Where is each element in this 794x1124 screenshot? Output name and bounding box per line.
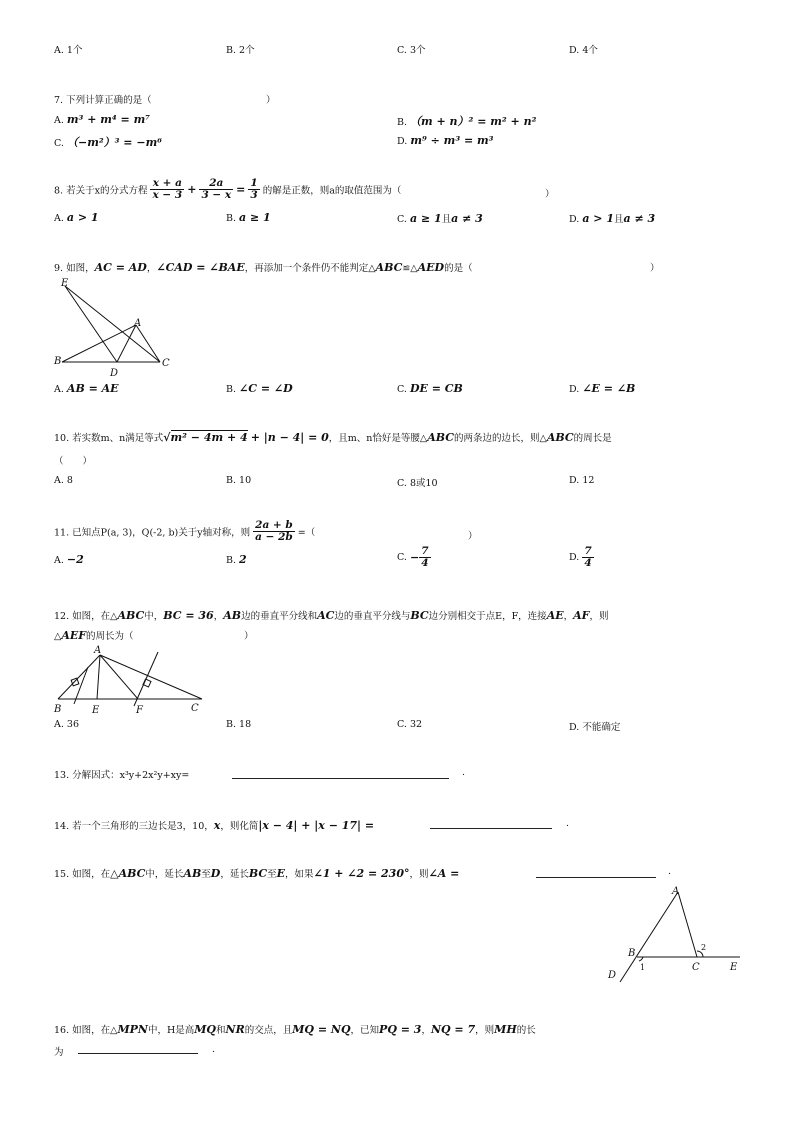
q8-stem: 8. 若关于x的分式方程 $\frac{x + a}{x - 3}$ + $\frac{2a}{3 - x}$ = $\frac{1}{3}$ 的解是正数，则a的取值范围为（: [54, 177, 402, 201]
q9-figure: [52, 276, 182, 380]
q15-label-a: A: [672, 886, 680, 897]
q15-label-angle-1: 1: [640, 963, 646, 972]
q15-label-d: D: [608, 970, 617, 981]
q10-option-c: C. 8或10: [397, 478, 438, 489]
q14-period: .: [566, 818, 570, 829]
q15-period: .: [668, 866, 672, 877]
q11-option-a: A. −2: [54, 553, 84, 566]
q12-option-a: A. 36: [54, 719, 79, 730]
q12-label-b: B: [54, 704, 62, 715]
q7-option-d: D. m⁹ ÷ m³ = m³: [397, 134, 494, 147]
q9-option-b: B. ∠C = ∠D: [226, 382, 293, 395]
q7-stem: 7. 下列计算正确的是（: [54, 95, 152, 106]
q15-stem: 15. 如图，在△ABC中，延长AB至D，延长BC至E，如果∠1 + ∠2 = 230°，则∠A =: [54, 867, 460, 880]
q11-stem: 11. 已知点P(a, 3)，Q(-2, b)关于y轴对称，则 $\frac{2a + b}{a - 2b}$ =（: [54, 519, 316, 543]
q16-stem-line1: 16. 如图，在△MPN中，H是高MQ和NR的交点，且MQ = NQ，已知PQ = 3，NQ = 7，则MH的长: [54, 1023, 536, 1036]
q12-label-a: A: [94, 645, 102, 656]
q9-label-a: A: [134, 318, 142, 329]
q5-option-b: B. 2个: [226, 45, 255, 56]
q9-label-c: C: [162, 358, 170, 369]
q13-stem: 13. 分解因式：x³y+2x²y+xy=: [54, 770, 190, 781]
q15-answer-blank[interactable]: [536, 877, 656, 878]
q12-label-f: F: [136, 705, 143, 716]
q11-option-d: D. $\frac{7}{4}$: [569, 545, 592, 569]
q15-label-e: E: [730, 962, 738, 973]
q9-option-d: D. ∠E = ∠B: [569, 382, 636, 395]
q9-option-c: C. DE = CB: [397, 382, 463, 395]
q5-option-a: A. 1个: [54, 45, 83, 56]
q9-stem: 9. 如图，AC = AD，∠CAD = ∠BAE，再添加一个条件仍不能判定△ABC≌△AED的是（: [54, 261, 473, 274]
q16-stem-line2: 为: [54, 1047, 64, 1058]
q12-stem-line2: △AEF的周长为（: [54, 629, 134, 642]
q8-option-b: B. a ≥ 1: [226, 211, 271, 224]
q9-label-b: B: [54, 356, 62, 367]
q12-label-e: E: [92, 705, 100, 716]
q12-option-d: D. 不能确定: [569, 722, 621, 733]
q11-close-paren: ）: [468, 531, 478, 542]
q7-close-paren: ）: [266, 95, 276, 106]
q5-option-c: C. 3个: [397, 45, 426, 56]
q12-option-b: B. 18: [226, 719, 252, 730]
q9-option-a: A. AB = AE: [54, 382, 119, 395]
q16-period: .: [212, 1044, 216, 1055]
q11-option-b: B. 2: [226, 553, 247, 566]
q10-paren: （ ）: [54, 456, 93, 467]
q16-answer-blank[interactable]: [78, 1053, 198, 1054]
q14-answer-blank[interactable]: [430, 828, 552, 829]
q15-label-c: C: [692, 962, 700, 973]
q12-figure: [52, 642, 212, 716]
q12-stem-line1: 12. 如图，在△ABC中，BC = 36，AB边的垂直平分线和AC边的垂直平分线与BC边分别相交于点E，F，连接AE，AF，则: [54, 609, 609, 622]
q13-period: .: [462, 767, 466, 778]
q15-label-b: B: [628, 948, 636, 959]
q15-label-angle-2: 2: [701, 943, 707, 952]
q7-option-b: B. （m + n）² = m² + n²: [397, 115, 537, 128]
q8-option-c: C. a ≥ 1且a ≠ 3: [397, 212, 483, 225]
q12-option-c: C. 32: [397, 719, 423, 730]
q8-option-a: A. a > 1: [54, 211, 99, 224]
q7-option-c: C. （−m²）³ = −m⁶: [54, 136, 163, 149]
q12-close-paren: ）: [244, 631, 254, 642]
q12-label-c: C: [191, 703, 199, 714]
q11-option-c: C. − $\frac{7}{4}$: [397, 545, 429, 569]
q10-stem: 10. 若实数m、n满足等式√m² − 4m + 4 + |n − 4| = 0，且m、n恰好是等腰△ABC的两条边的边长，则△ABC的周长是: [54, 431, 612, 444]
q14-stem: 14. 若一个三角形的三边长是3，10，x，则化简|x − 4| + |x − 17| =: [54, 819, 375, 832]
q5-option-d: D. 4个: [569, 45, 598, 56]
q7-option-a: A. m³ + m⁴ = m⁷: [54, 113, 151, 126]
q8-option-d: D. a > 1且a ≠ 3: [569, 212, 656, 225]
q10-option-a: A. 8: [54, 475, 73, 486]
q9-close-paren: ）: [650, 263, 660, 274]
q10-option-d: D. 12: [569, 475, 595, 486]
q9-label-e: E: [61, 278, 69, 289]
q15-figure: [600, 884, 750, 984]
q9-label-d: D: [110, 368, 119, 379]
q13-answer-blank[interactable]: [232, 778, 449, 779]
q8-close-paren: ）: [545, 189, 555, 200]
q10-option-b: B. 10: [226, 475, 252, 486]
